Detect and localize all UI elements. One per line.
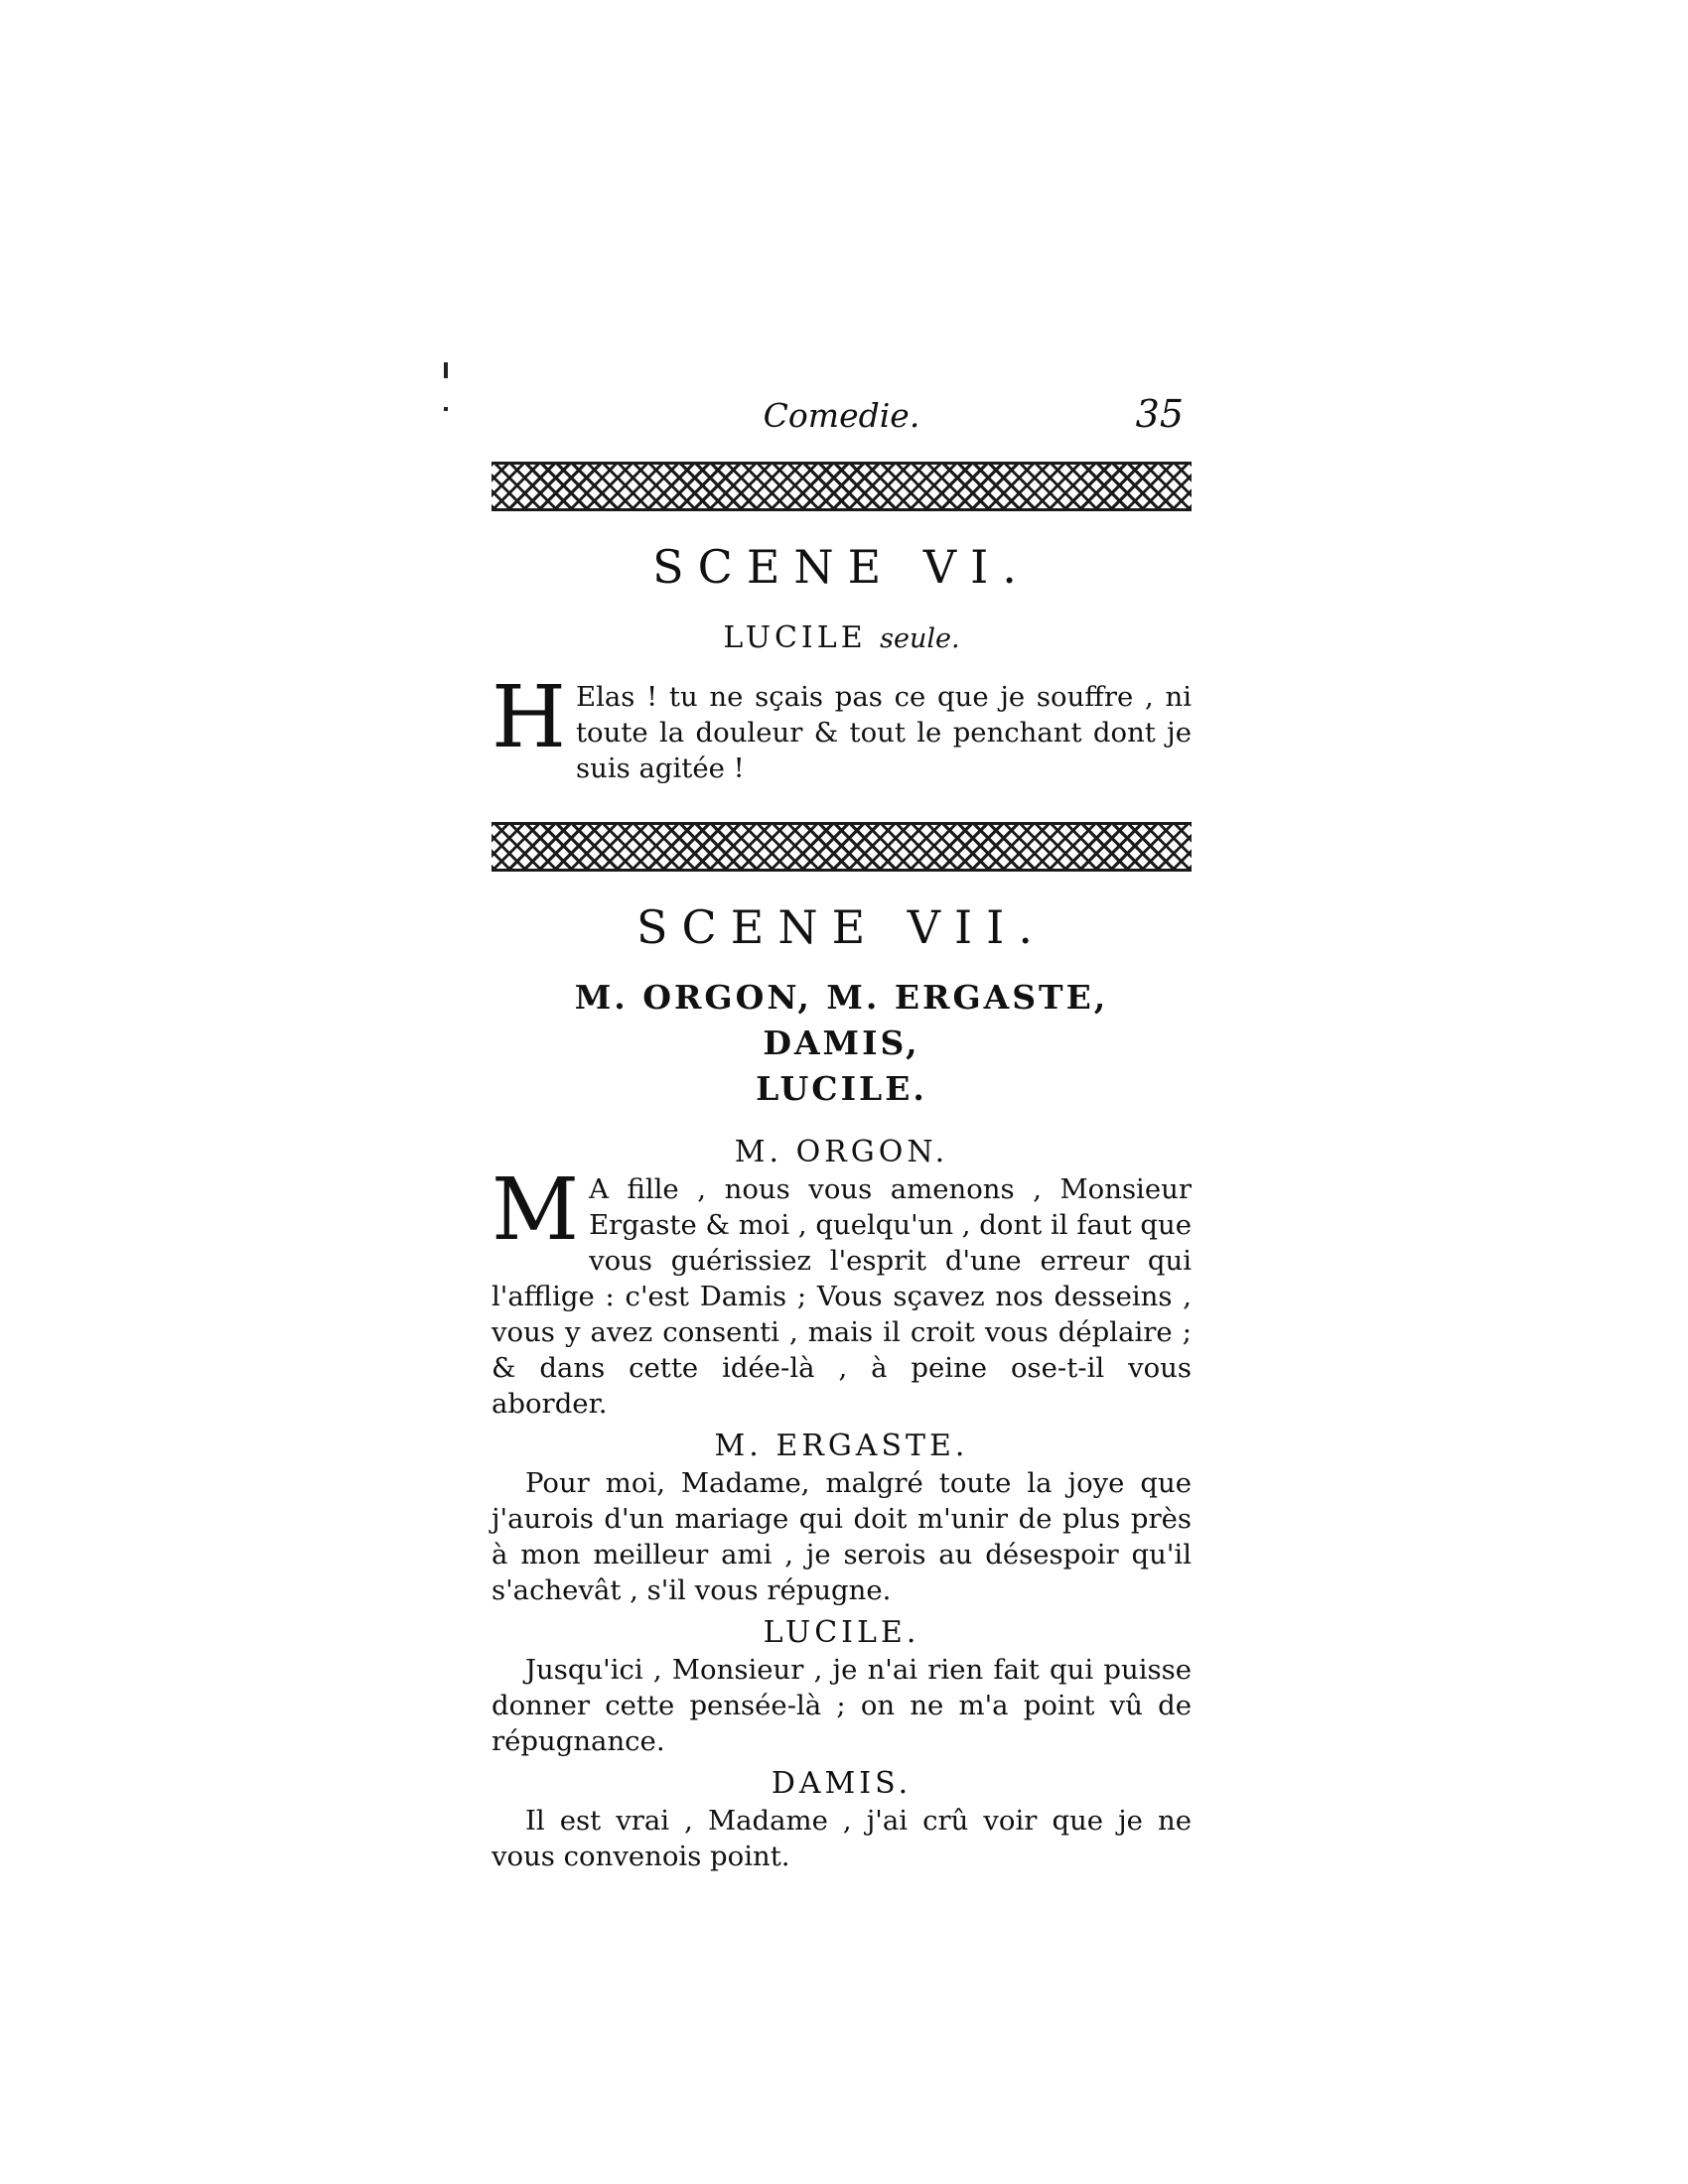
running-head (492, 392, 1192, 442)
margin-mark (444, 362, 448, 378)
drop-cap: H (492, 668, 566, 767)
page-number: 35 (1135, 392, 1184, 436)
speaker-heading: LUCILE. (763, 1615, 920, 1650)
cast-list (492, 975, 1192, 1112)
cast-line: M. ORGON, M. ERGASTE, DAMIS, (574, 978, 1109, 1062)
scene-7-title: SCENE VII. (636, 900, 1047, 954)
speech-block (492, 1160, 1192, 1422)
speaker-name: LUCILE (723, 620, 867, 655)
running-head-title: Comedie. (763, 396, 920, 435)
margin-mark (444, 407, 448, 411)
ornament-band (492, 822, 1192, 872)
speaker-heading: DAMIS. (771, 1766, 913, 1801)
speech-text: Il est vrai , Madame , j'ai crû voir que je ne vous convenois point. (492, 1805, 1192, 1872)
scene-6-speech (492, 668, 1192, 786)
book-page (492, 392, 1192, 1874)
stage-direction: seule. (880, 623, 960, 654)
speech-text: A fille , nous vous amenons , Monsieur Ergaste & moi , quelqu'un , dont il faut que vous guérissiez l'esprit d'une erreur qui l'afflige : c'est Damis ; Vous sçavez nos desseins , vous y avez consenti , mais il croit vous déplaire ; & dans cette idée-là , à peine ose-t-il vous aborder. (492, 1173, 1192, 1420)
speaker-heading: M. ERGASTE. (714, 1429, 969, 1463)
speech-text: Pour moi, Madame, malgré toute la joye que j'aurois d'un mariage qui doit m'unir de plus près à mon meilleur ami , je serois au désespoir qu'il s'achevât , s'il vous répugne. (492, 1467, 1192, 1606)
speech-text: Jusqu'ici , Monsieur , je n'ai rien fait qui puisse donner cette pensée-là ; on ne m'a point vû de répugnance. (492, 1654, 1192, 1757)
speech-text: Elas ! tu ne sçais pas ce que je souffre , ni toute la douleur & tout le penchant dont je suis agitée ! (576, 681, 1192, 784)
speaker-heading: M. ORGON. (734, 1135, 949, 1169)
drop-cap: M (492, 1160, 580, 1260)
scene-6-speaker (492, 616, 1192, 661)
ornament-band (492, 462, 1192, 511)
cast-line: LUCILE. (756, 1069, 927, 1108)
scene-6-title: SCENE VI. (652, 540, 1031, 594)
